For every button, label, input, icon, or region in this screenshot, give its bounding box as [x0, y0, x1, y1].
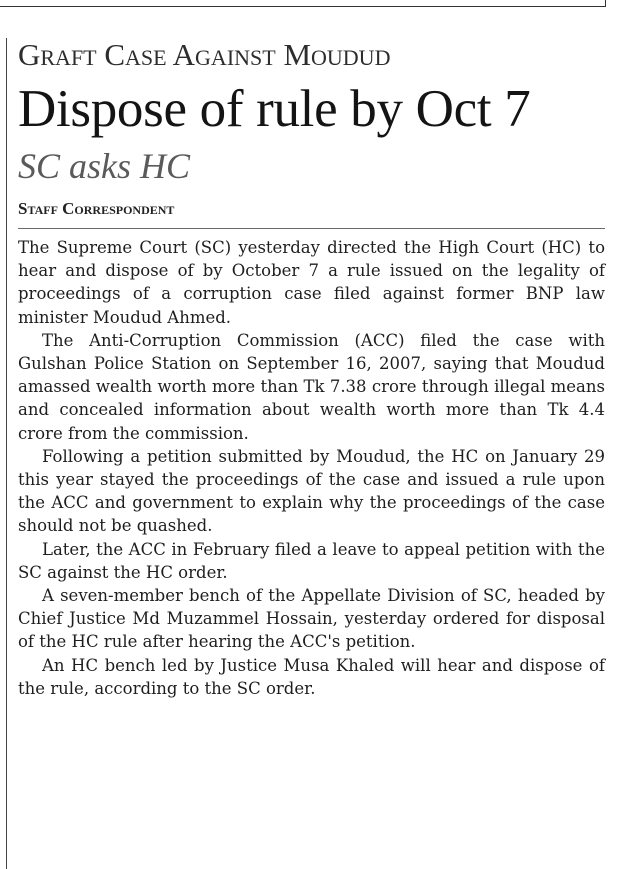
article-deck: SC asks HC — [18, 146, 191, 186]
body-paragraph: An HC bench led by Justice Musa Khaled will hear and dispose of the rule, according to the SC order. — [18, 655, 605, 698]
body-paragraph: The Supreme Court (SC) yesterday directed the High Court (HC) to hear and dispose of by October 7 a rule issued on the legality of proceedings of a corruption case filed against former BNP law minister Moudud Ahmed. — [18, 238, 605, 327]
body-paragraph: Later, the ACC in February filed a leave to appeal petition with the SC against the HC order. — [18, 539, 605, 582]
byline-divider — [18, 228, 605, 229]
body-paragraph: A seven-member bench of the Appellate Division of SC, headed by Chief Justice Md Muzammel Hossain, yesterday ordered for disposal of the HC rule after hearing the ACC's petition. — [18, 586, 605, 652]
article-body — [18, 236, 605, 700]
article-byline: Staff Correspondent — [18, 199, 175, 218]
top-right-border-tick — [605, 0, 606, 7]
article-kicker: Graft Case Against Moudud — [18, 37, 391, 72]
left-column-rule — [6, 38, 7, 869]
body-paragraph: Following a petition submitted by Moudud, the HC on January 29 this year stayed the proceedings of the case and issued a rule upon the ACC and government to explain why the proceedings of the case should not be quashed. — [18, 446, 605, 536]
top-border-line — [0, 6, 605, 7]
body-paragraph: The Anti-Corruption Commission (ACC) filed the case with Gulshan Police Station on September 16, 2007, saying that Moudud amassed wealth worth more than Tk 7.38 crore through illegal means and concealed information about wealth worth more than Tk 4.4 crore from the commission. — [18, 330, 605, 443]
article-headline: Dispose of rule by Oct 7 — [18, 80, 531, 138]
